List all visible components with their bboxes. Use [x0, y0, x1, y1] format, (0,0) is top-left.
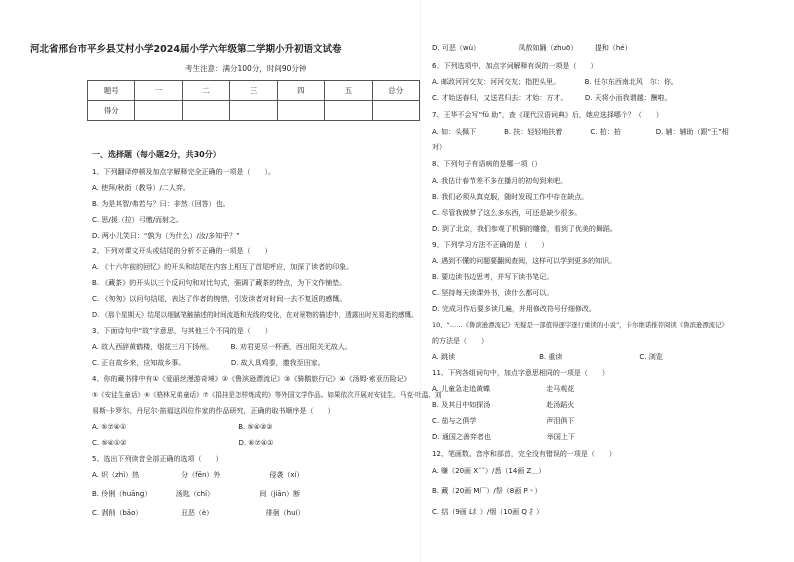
question-line: 3、下面诗句中“故”字意思，与其他三个不同的是（ ） — [92, 327, 272, 335]
question-line: B. 藏（20画 M厂）/祭（8画 P丶） — [432, 487, 542, 495]
question-line: A. 跳读 B. 重读 C. 浏览 — [432, 353, 663, 361]
question-line: B. 我们必须从真克服，随时发现工作中存在缺点。 — [432, 193, 589, 201]
question-line: D. 完成习作后要多读几遍，并用修改符号仔细修改。 — [432, 305, 596, 313]
score-cell: 二 — [182, 81, 229, 101]
question-line: C. 才始送春归，又送君归去：才始：方才。 D. 天将小而我谓越：酬啦。 — [432, 94, 672, 102]
question-line: C. 结（9画 L纟）/烟（10画 Q 扌） — [432, 508, 544, 516]
score-input-cell[interactable] — [230, 101, 277, 121]
score-table — [87, 80, 420, 121]
question-line: C. 《匆匆》以问句结尾，表达了作者的惋惜，引发读者对时间一去不复返的感慨。 — [92, 295, 347, 303]
question-line: A. ⑤⑦④① B. ⑤④③② — [92, 423, 273, 431]
score-input-cell[interactable] — [182, 101, 229, 121]
score-input-cell[interactable] — [372, 101, 419, 121]
score-cell: 一 — [135, 81, 182, 101]
question-line: B. 伶俐（huāng） 汤匙（chí） 间（jiān）断 — [92, 490, 301, 498]
question-line: B. 要边读书边思考，并写下读书笔记。 — [432, 273, 554, 281]
question-line: A. 故人西辞黄鹤楼，烟花三月下扬州。 B. 劝君更尽一杯酒，西出阳关无故人。 — [92, 343, 352, 351]
question-line: D. 《那个星期天》结尾以细腻笔触描述的时间流逝和光线的变化，在对景物的描述中，透露出时光易逝的感慨。 — [92, 311, 418, 319]
score-input-cell[interactable] — [325, 101, 372, 121]
score-input-cell[interactable] — [135, 101, 182, 121]
question-line: A. 遇到不懂的问题要翻阅查阅，这样可以学到更多的知识。 — [432, 257, 617, 265]
question-line: 对） — [432, 143, 446, 151]
question-line: A. 邮政河河交友：河河交友；指把头里。 B. 任尔东西南北风 尔：你。 — [432, 78, 678, 86]
question-line: 11、下列各组词句中，加点字意思相同的一项是（ ） — [432, 369, 609, 377]
question-line: D. 到了北京，我们参观了机铜的雕像，看到了优美的舞蹈。 — [432, 225, 617, 233]
question-line: C. 思/援（拉）弓缴/而射之。 — [92, 216, 184, 224]
question-line: ⑤《安徒生童话》⑥《格林兄弟童话》⑦《捐挂是怎样炼成的》等外国文学作品。如果依次开展对安徒生、马克·吐温、刘 — [92, 391, 442, 399]
question-line: 8、下列句子有语病的是哪一项（） — [432, 160, 542, 168]
question-line: C. 剥削（bāo） 丑恶（è） 徘徊（huí） — [92, 509, 305, 517]
question-line: A. 《十六年前的回忆》的开头和结尾在内容上相互了首尾呼应，加深了读者的印象。 — [92, 263, 354, 271]
question-line: 9、下列学习方法不正确的是（ ） — [432, 241, 549, 249]
question-line: 12、笔画数、音序和部首，完全没有错误的一项是（ ） — [432, 450, 616, 458]
exam-title: 河北省邢台市平乡县艾村小学2024届小学六年级第二学期小升初语文试卷 — [30, 44, 342, 55]
question-line: A. 我估计春节差不多在播月的初旬到来吧。 — [432, 177, 568, 185]
question-line: A. 赚（20画 X˘˘）/悉（14画 Z＿） — [432, 467, 546, 475]
question-line: D. 通国之善弈者也 举国上下 — [432, 433, 575, 441]
question-line: 5、选出下列读音全部正确的选项（ ） — [92, 455, 223, 463]
question-line: 6、下列选项中，加点字词解释有误的一项是（ ） — [432, 62, 598, 70]
fold-line — [420, 0, 421, 562]
question-line: D. 两小儿笑曰：“孰为（为什么）/汝/多知乎？” — [92, 232, 240, 240]
question-line: 易斯·卡罗尔、丹尼尔·笛福这四位作家的作品研究，正确的取书顺序是（ ） — [92, 407, 335, 415]
score-cell: 总分 — [372, 81, 419, 101]
question-line: A. 炽（zhì）热 分（fēn）外 侵袭（xí） — [92, 471, 304, 479]
score-cell: 五 — [325, 81, 372, 101]
score-cell: 四 — [277, 81, 324, 101]
question-line: C. 坚持每天读课外书，读什么都可以。 — [432, 289, 554, 297]
question-line: C. 茄与之俱学 声泪俱下 — [432, 417, 575, 425]
question-line: C. 尽管我做梦了这么多东西，可还是缺少很多。 — [432, 209, 582, 217]
question-line: 2、下列对课文开头或结尾的分析不正确的一项是（ ） — [92, 247, 272, 255]
question-line: 1、下列翻译停顿及加点字解释完全正确的一项是（ ）。 — [92, 168, 275, 176]
question-line: B. 及其日中如探汤 赴汤蹈火 — [432, 401, 575, 409]
question-line: B. 《藏茶》的开头以三个反问句和对比句式，强调了藏茶的特点，为下文作铺垫。 — [92, 279, 347, 287]
question-line: 4、你的藏书排中有①《爱丽丝漫游奇境》②《鲁滨逊漂流记》③《骑鹅旅行记》④《汤姆·索亚历险记》 — [92, 375, 411, 383]
score-cell: 题号 — [88, 81, 135, 101]
question-line: A. 如：头佩下 B. 扶：轻轻地扶着 C. 拍：拍 D. 辅：辅助（跟“王”相 — [432, 128, 729, 136]
exam-notice: 考生注意：满分100分，时间90分钟 — [185, 64, 307, 73]
score-input-cell[interactable] — [277, 101, 324, 121]
question-line: 7、王华不会写“fǔ 助”，查《现代汉语词典》后，她应选择哪个？（ ） — [432, 111, 663, 119]
question-line: D. 可恶（wù） 凤敖如踊（zhuō） 提和（hé） — [432, 44, 632, 52]
question-line: 10、“……《鲁滨逊漂流记》无疑是一部值得逐字逐行重读的小说”，卡尔维诺推荐阅读《鲁滨逊漂流记》 — [432, 321, 728, 329]
question-line: A. 使拜/秋街（教导）/二人弈。 — [92, 184, 190, 192]
score-table-header-row — [88, 81, 420, 101]
question-line: A. 儿童急走追黄蝶 走马观花 — [432, 385, 575, 393]
score-table-score-row — [88, 101, 420, 121]
score-cell: 得分 — [88, 101, 135, 121]
score-cell: 三 — [230, 81, 277, 101]
question-line: C. 正自故乡来，应知故乡事。 D. 故人具鸡黍，邀我至田家。 — [92, 359, 325, 367]
question-line: C. ⑤④①② D. ⑥⑦④① — [92, 439, 274, 447]
section-heading: 一、选择题（每小题2分，共30分） — [92, 150, 221, 159]
question-line: B. 为是其智/弗若与？曰：非然（回答）也。 — [92, 200, 230, 208]
question-line: 的方法是（ ） — [432, 337, 488, 345]
